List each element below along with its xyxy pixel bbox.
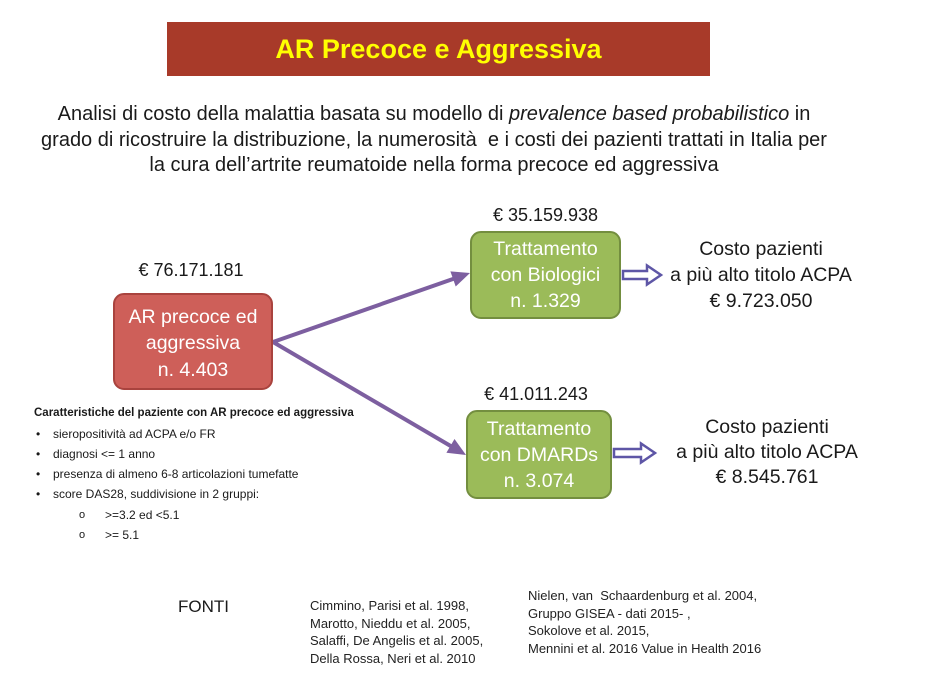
bullet-icon: • [36,487,41,501]
characteristics-item-text: sieropositività ad ACPA e/o FR [53,427,216,441]
dmards-outcome [667,415,867,490]
characteristics-item-text: diagnosi <= 1 anno [53,447,156,461]
source-entry: Cimmino, Parisi et al. 1998, [310,598,469,613]
characteristics-item [34,464,364,484]
root-node-ar-precoce [113,293,273,390]
source-entry: Marotto, Nieddu et al. 2005, [310,615,471,631]
characteristics-subitem-text: >= 5.1 [105,528,140,542]
characteristics-heading: Caratteristiche del paziente con AR precoce ed aggressiva [34,407,354,419]
dmards-cost-label: € 41.011.243 [484,384,588,404]
intro-line-3: la cura dell’artrite reumatoide nella forma precoce ed aggressiva [149,154,719,176]
dmards-outcome-line-1: Costo pazienti [705,416,829,438]
sources-label: FONTI [178,597,229,616]
bullet-icon: • [36,447,41,461]
source-entry: Nielen, van Schaardenburg et al. 2004, [528,588,758,603]
arrow-line-to-biologici [273,279,454,342]
intro-line-1-start: Analisi di costo della malattia basata su modello di [57,103,510,125]
sub-bullet-icon: o [79,529,86,541]
dmards-outcome-line-2: a più alto titolo ACPA [676,441,858,463]
dmards-node-line-3: n. 3.074 [503,469,575,492]
bullet-icon: • [36,467,41,481]
dmards-node-line-2: con DMARDs [479,443,599,466]
dmards-outcome-cost: € 8.545.761 [715,466,819,488]
characteristics-subitem-text: >=3.2 ed <5.1 [105,508,180,522]
intro-line-1-italic: prevalence based probabilistico [509,103,790,125]
characteristics-item [34,444,364,464]
biologici-outcome [661,236,861,314]
biologici-node-line-2: con Biologici [490,264,601,286]
root-node-line-1: AR precoce ed [128,305,258,328]
source-entry: Sokolove et al. 2015, [528,623,650,639]
biologici-outcome-line-2: a più alto titolo ACPA [670,264,852,286]
dmards-node-line-1: Trattamento [486,417,592,440]
sources-column-2 [528,587,761,658]
root-node-line-2: aggressiva [145,332,241,355]
bullet-icon: • [36,427,41,441]
biologici-node-line-1: Trattamento [493,238,598,260]
outcome-arrow-dmards-icon [614,444,655,463]
characteristics-item [34,484,364,504]
arrow-head-to-biologici [450,271,470,286]
biologici-cost-label: € 35.159.938 [492,205,599,225]
intro-line-2: grado di ricostruire la distribuzione, la numerosità e i costi dei pazienti trattati in Italia per [41,128,827,151]
characteristics-subitem [34,525,364,545]
outcome-arrow-biologici-icon [623,266,661,285]
characteristics-item-text: presenza di almeno 6-8 articolazioni tumefatte [53,467,299,481]
intro-line-1-end: in [789,103,811,125]
slide-title: AR Precoce e Aggressiva [275,34,602,64]
biologici-outcome-line-1: Costo pazienti [699,238,823,260]
characteristics-subitem [34,505,364,525]
root-node-line-3: n. 4.403 [157,358,229,381]
source-entry: Salaffi, De Angelis et al. 2005, [310,633,484,649]
characteristics-item-text: score DAS28, suddivisione in 2 gruppi: [53,487,260,501]
biologici-outcome-cost: € 9.723.050 [709,290,813,312]
branch-node-dmards [466,410,612,499]
branch-node-biologici [470,231,621,319]
source-entry: Mennini et al. 2016 Value in Health 2016 [528,641,762,657]
root-cost-label: € 76.171.181 [138,260,244,280]
sub-bullet-icon: o [79,509,86,521]
characteristics-item [34,424,364,444]
source-entry: Della Rossa, Neri et al. 2010 [310,651,476,667]
biologici-node-line-3: n. 1.329 [510,290,581,312]
sources-column-1 [310,597,483,668]
source-entry: Gruppo GISEA - dati 2015- , [528,605,691,621]
